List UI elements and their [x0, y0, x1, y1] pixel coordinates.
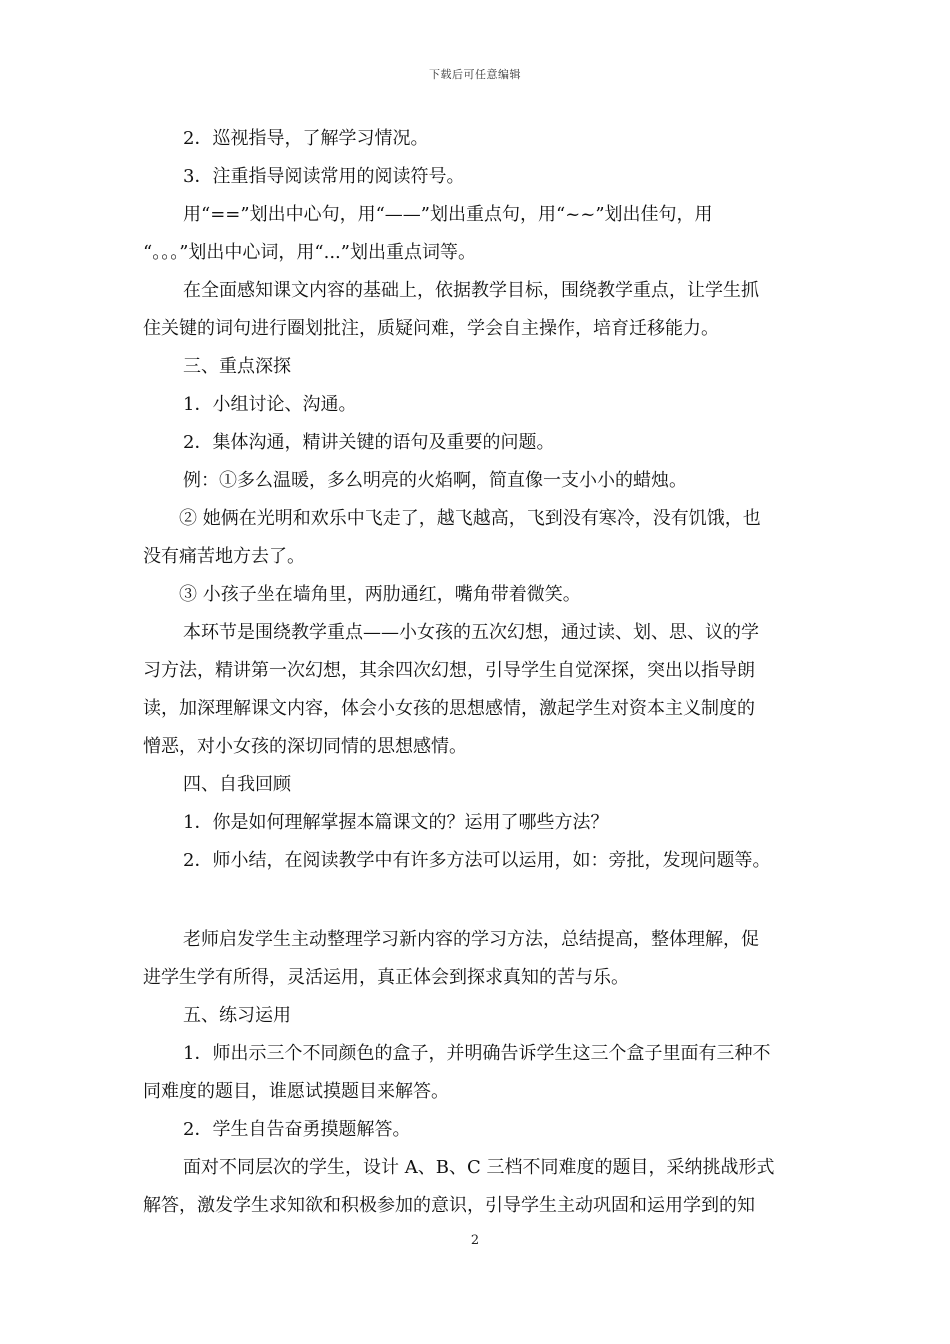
text-line: 2．师小结，在阅读教学中有许多方法可以运用，如：旁批，发现问题等。 [183, 850, 771, 871]
text-line: “。。。”划出中心词，用“...”划出重点词等。 [143, 242, 476, 263]
text-line: 2．集体沟通，精讲关键的语句及重要的问题。 [183, 432, 555, 453]
text-line: ② 她俩在光明和欢乐中飞走了，越飞越高，飞到没有寒冷，没有饥饿，也 [179, 508, 761, 529]
text-line: 例：①多么温暖，多么明亮的火焰啊，简直像一支小小的蜡烛。 [183, 470, 687, 491]
text-line: 住关键的词句进行圈划批注，质疑问难，学会自主操作，培育迁移能力。 [143, 318, 719, 339]
text-line: 同难度的题目，谁愿试摸题目来解答。 [143, 1081, 449, 1102]
text-line: 2．学生自告奋勇摸题解答。 [183, 1119, 411, 1140]
text-line: 1．师出示三个不同颜色的盒子，并明确告诉学生这三个盒子里面有三种不 [183, 1043, 771, 1064]
text-line: 1．你是如何理解掌握本篇课文的？运用了哪些方法？ [183, 812, 609, 833]
blank-line [143, 880, 807, 921]
document-body [143, 120, 807, 1225]
section-heading: 三、重点深探 [183, 356, 291, 377]
text-line: 解答，激发学生求知欲和积极参加的意识，引导学生主动巩固和运用学到的知 [143, 1195, 755, 1216]
text-line: 3．注重指导阅读常用的阅读符号。 [183, 166, 465, 187]
text-line: 本环节是围绕教学重点——小女孩的五次幻想，通过读、划、思、议的学 [183, 622, 759, 643]
text-line: 憎恶，对小女孩的深切同情的思想感情。 [143, 736, 467, 757]
text-line: 1．小组讨论、沟通。 [183, 394, 357, 415]
text-line: 进学生学有所得，灵活运用，真正体会到探求真知的苦与乐。 [143, 967, 629, 988]
text-line: 老师启发学生主动整理学习新内容的学习方法，总结提高，整体理解，促 [183, 929, 759, 950]
section-heading: 五、练习运用 [183, 1005, 291, 1026]
text-line: 面对不同层次的学生，设计 A、B、C 三档不同难度的题目，采纳挑战形式 [183, 1157, 775, 1178]
section-heading: 四、自我回顾 [183, 774, 291, 795]
text-line: 2．巡视指导，了解学习情况。 [183, 128, 429, 149]
text-line: 用“==”划出中心句，用“——”划出重点句，用“~~”划出佳句，用 [183, 204, 713, 225]
text-line: 读，加深理解课文内容，体会小女孩的思想感情，激起学生对资本主义制度的 [143, 698, 755, 719]
page-number: 2 [470, 1233, 480, 1248]
text-line: 习方法，精讲第一次幻想，其余四次幻想，引导学生自觉深探，突出以指导朗 [143, 660, 755, 681]
text-line: 在全面感知课文内容的基础上，依据教学目标，围绕教学重点，让学生抓 [183, 280, 759, 301]
text-line: ③ 小孩子坐在墙角里，两肋通红，嘴角带着微笑。 [179, 584, 581, 605]
text-line: 没有痛苦地方去了。 [143, 546, 305, 567]
page-header: 下载后可任意编辑 [429, 68, 521, 81]
